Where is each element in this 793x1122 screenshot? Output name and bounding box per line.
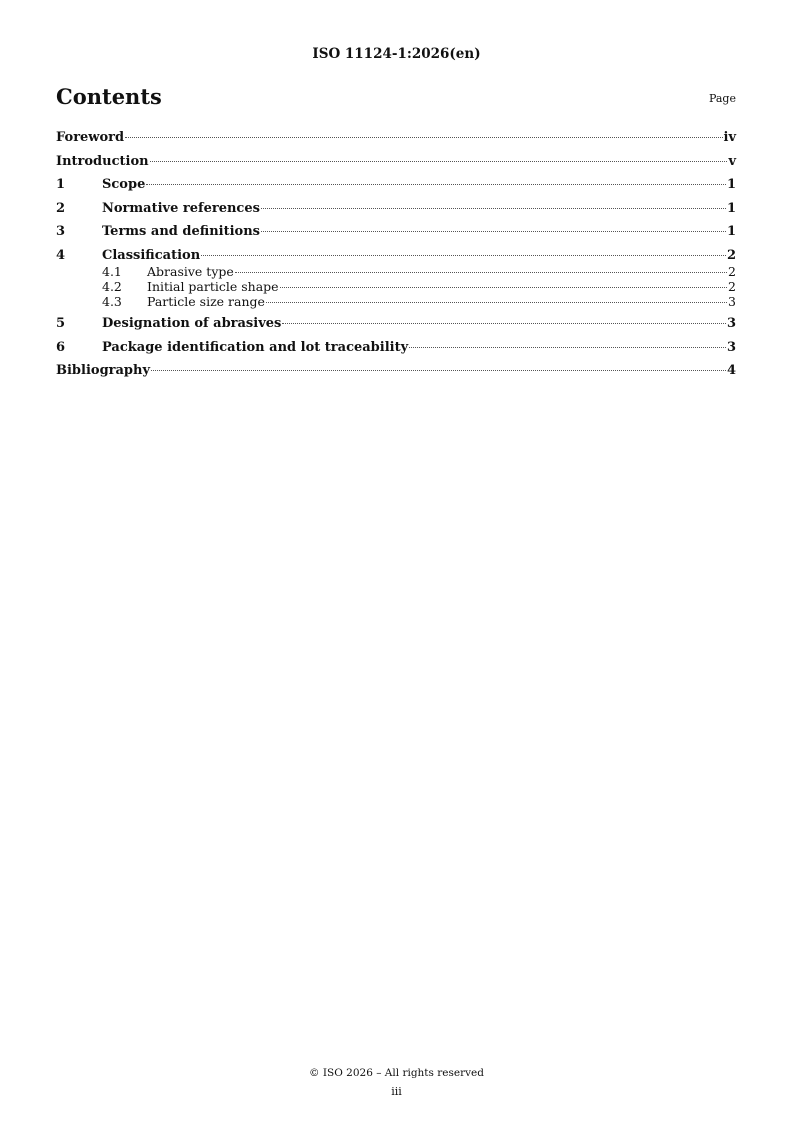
toc-entry-title: Foreword [56,130,125,145]
toc-entry-number: 1 [56,177,66,192]
toc-leader [280,287,727,288]
toc-leader [235,272,727,273]
toc-entry-page: 3 [728,293,736,309]
toc-entry-page: 2 [726,247,736,263]
toc-entry-number: 2 [56,200,66,216]
toc-entry-scope[interactable] [56,177,736,193]
toc-entry-package-identification[interactable] [56,340,736,356]
toc-entry-page: iv [723,130,736,145]
toc-entry-number: 4 [56,247,66,263]
toc-entry-title: Normative references [102,200,260,216]
page-column-label: Page [708,92,736,105]
toc-entry-title: Scope [102,177,146,192]
toc-entry-particle-size-range[interactable] [56,294,736,309]
toc-leader [409,347,726,348]
toc-leader [266,302,727,303]
toc-leader [261,208,726,209]
toc-entry-initial-particle-shape[interactable] [56,279,736,294]
toc-entry-terms-and-definitions[interactable] [56,224,736,240]
toc-entry-normative-references[interactable] [56,201,736,217]
toc-entry-page: v [728,153,736,169]
toc-entry-bibliography[interactable] [56,363,736,379]
toc-entry-abrasive-type[interactable] [56,264,736,279]
toc-entry-page: 4 [726,363,736,378]
footer-copyright: © ISO 2026 – All rights reserved [309,1067,484,1079]
document-header: ISO 11124-1:2026(en) [312,46,481,62]
contents-title: Contents [56,84,162,109]
toc-entry-title: Bibliography [56,363,151,378]
toc-entry-classification[interactable] [56,248,736,264]
toc-entry-introduction[interactable] [56,154,736,170]
footer-page-number: iii [391,1085,402,1098]
toc-entry-title: Abrasive type [147,263,234,279]
toc-entry-page: 3 [726,339,736,355]
toc-leader [125,137,722,138]
toc-entry-number: 5 [56,316,66,331]
toc-entry-page: 2 [728,263,736,279]
table-of-contents [56,130,736,379]
toc-entry-number: 6 [56,339,66,355]
toc-entry-title: Terms and definitions [102,224,260,239]
toc-entry-title: Initial particle shape [147,278,279,294]
toc-leader [150,161,728,162]
toc-entry-page: 3 [726,316,736,331]
toc-leader [151,370,726,371]
toc-entry-title: Introduction [56,153,149,169]
toc-entry-title: Particle size range [147,293,265,309]
toc-entry-number: 4.3 [102,293,122,309]
toc-leader [261,231,726,232]
toc-entry-page: 1 [726,177,736,192]
toc-entry-page: 1 [726,224,736,239]
toc-entry-title: Classification [102,247,201,263]
toc-entry-designation-of-abrasives[interactable] [56,316,736,332]
toc-leader [146,184,726,185]
toc-entry-number: 4.1 [102,263,122,279]
toc-leader [201,255,726,256]
toc-entry-foreword[interactable] [56,130,736,146]
toc-entry-page: 2 [728,278,736,294]
toc-entry-title: Package identification and lot traceability [102,339,409,355]
toc-leader [282,323,726,324]
toc-entry-title: Designation of abrasives [102,316,282,331]
toc-entry-page: 1 [726,200,736,216]
toc-entry-number: 3 [56,224,66,239]
toc-entry-number: 4.2 [102,278,122,294]
